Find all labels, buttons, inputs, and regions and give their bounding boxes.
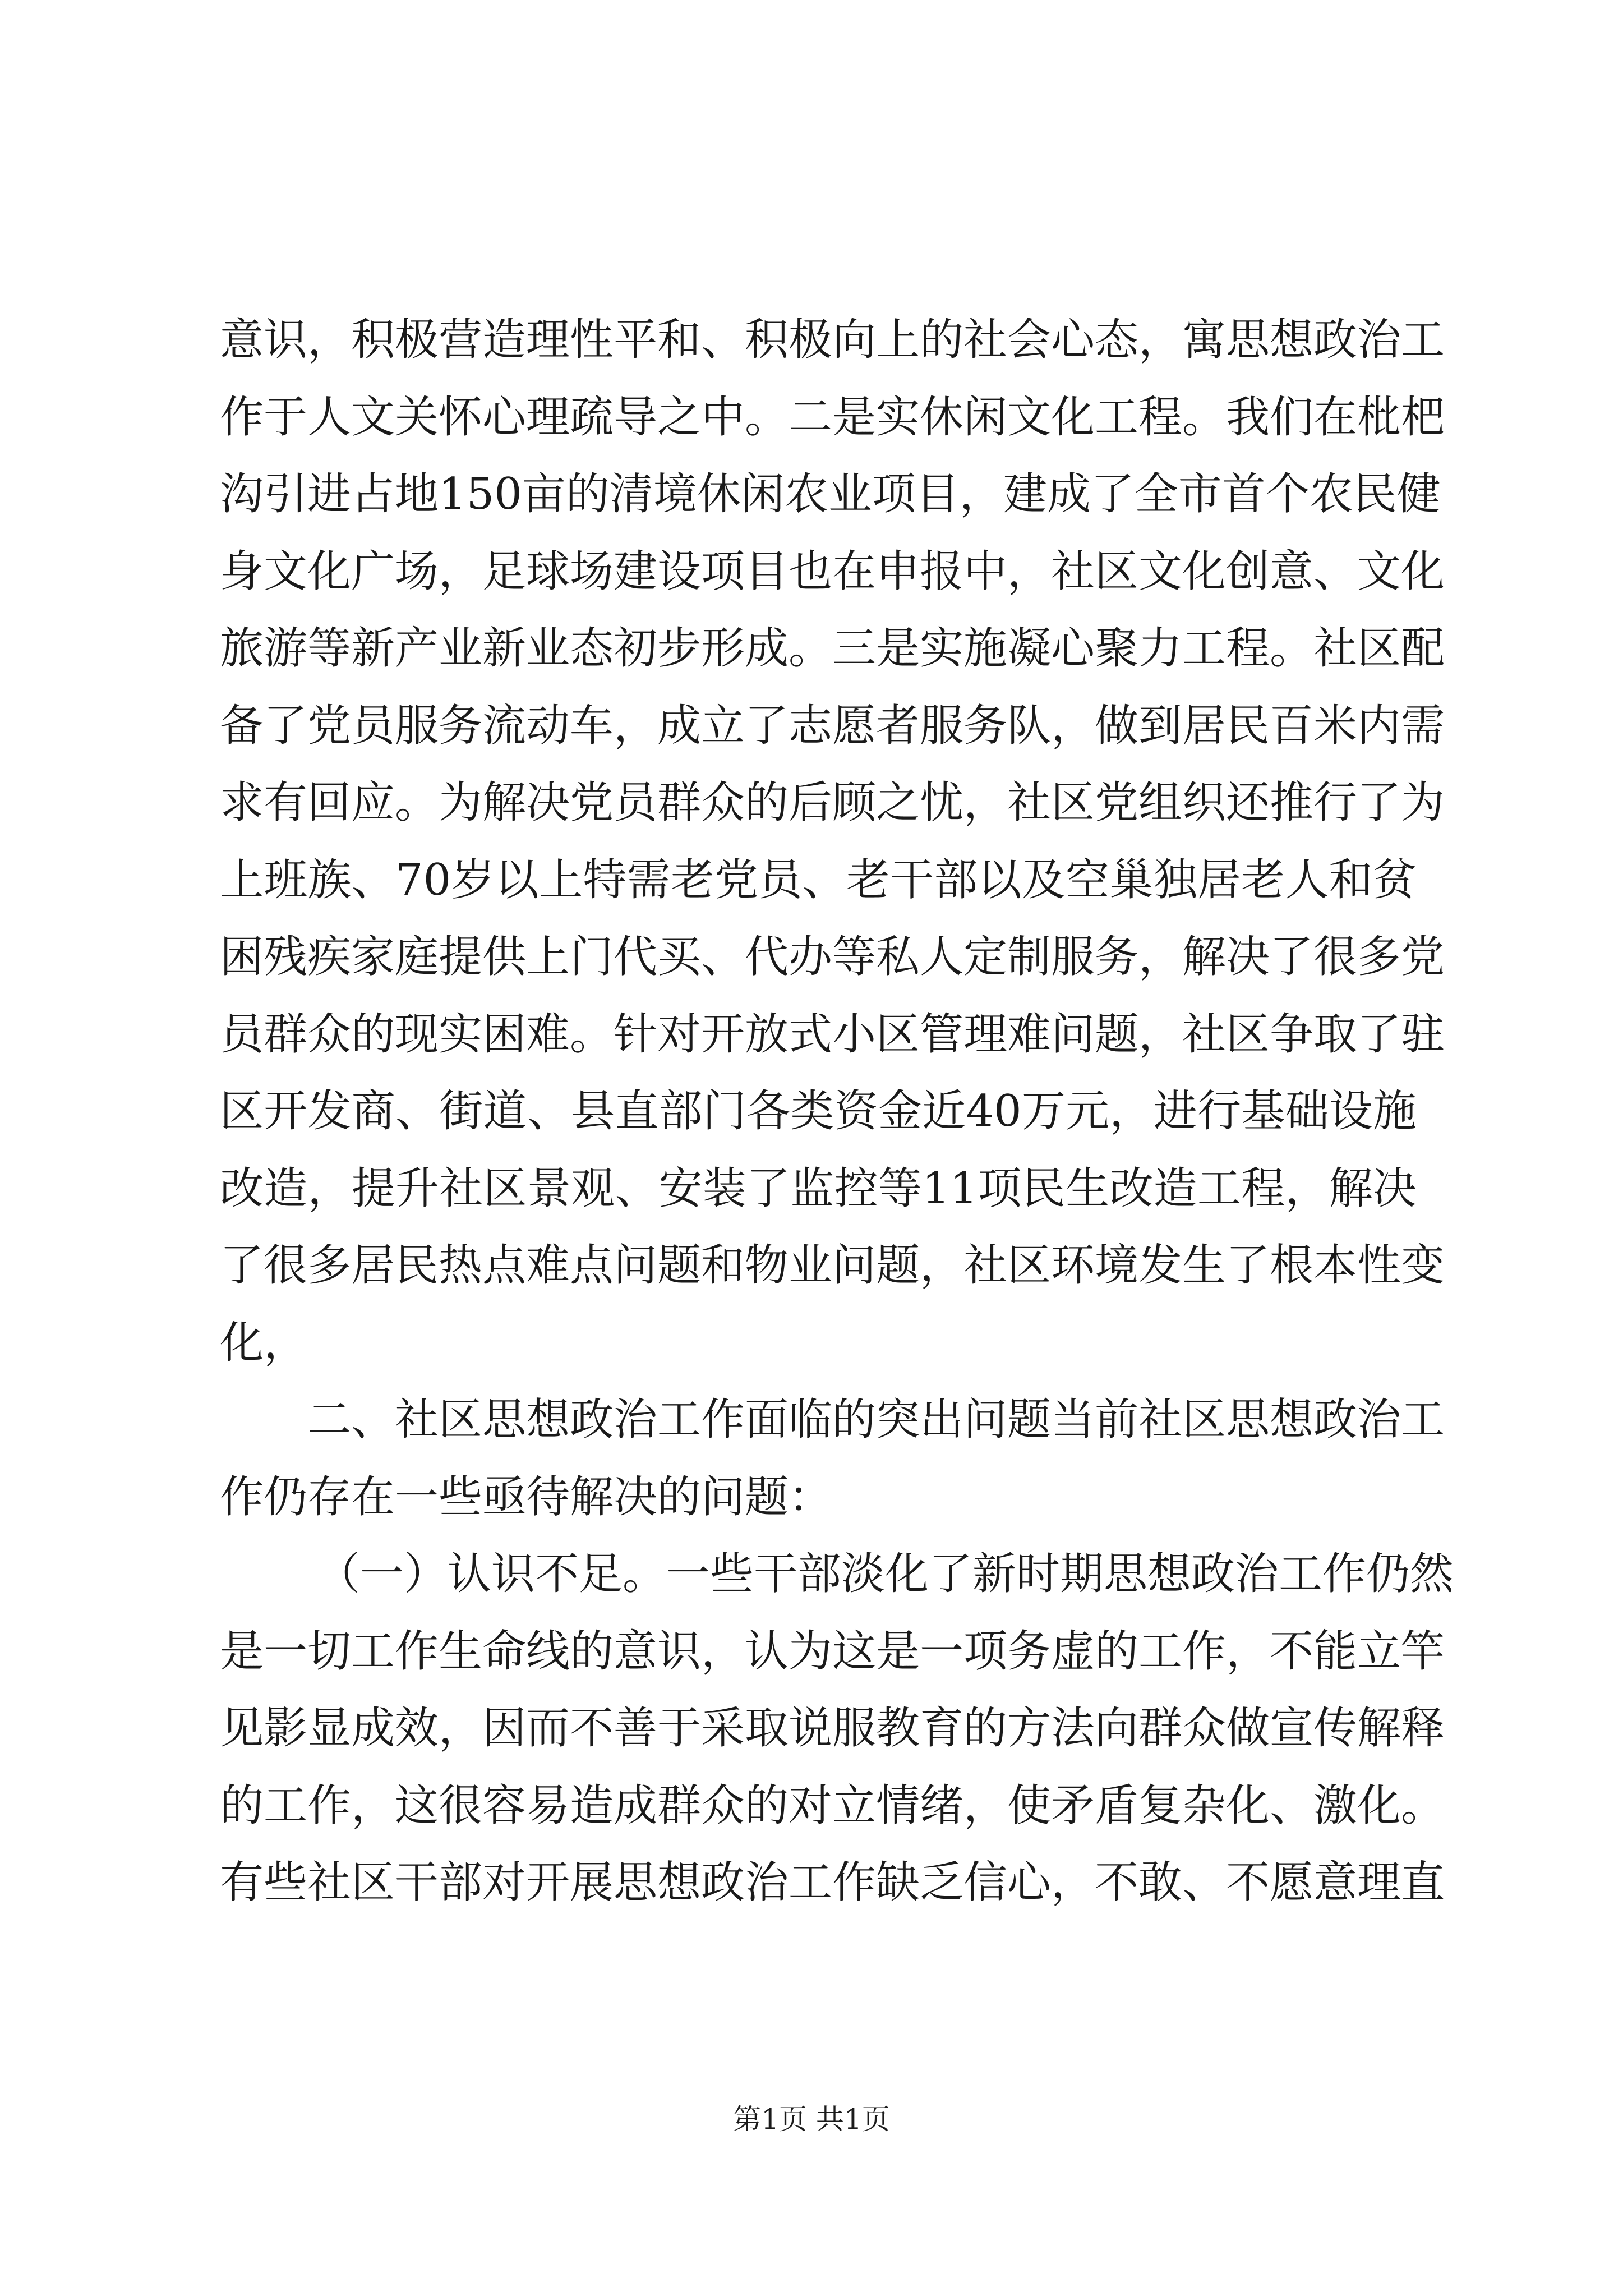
document-body: [220, 302, 1454, 1922]
text-line: 旅游等新产业新业态初步形成。三是实施凝心聚力工程。社区配: [220, 623, 1445, 674]
text-line: 备了党员服务流动车，成立了志愿者服务队，做到居民百米内需: [220, 700, 1445, 751]
text-line: 化，: [220, 1317, 308, 1368]
text-line: 员群众的现实困难。针对开放式小区管理难问题，社区争取了驻: [220, 1009, 1445, 1060]
section-heading-line: 二、社区思想政治工作面临的突出问题当前社区思想政治工: [307, 1395, 1445, 1445]
text-line: 作仍存在一些亟待解决的问题：: [220, 1471, 833, 1522]
text-line: 改造，提升社区景观、安装了监控等11项民生改造工程，解决: [220, 1163, 1417, 1214]
text-line: 意识，积极营造理性平和、积极向上的社会心态，寓思想政治工: [220, 315, 1445, 365]
text-line: 身文化广场，足球场建设项目也在申报中，社区文化创意、文化: [220, 546, 1445, 597]
text-line: 上班族、70岁以上特需老党员、老干部以及空巢独居老人和贫: [220, 854, 1417, 905]
text-line: 区开发商、街道、县直部门各类资金近40万元，进行基础设施: [220, 1086, 1417, 1137]
text-line: 沟引进占地150亩的清境休闲农业项目，建成了全市首个农民健: [220, 469, 1441, 519]
text-line: 见影显成效，因而不善于采取说服教育的方法向群众做宣传解释: [220, 1703, 1445, 1754]
text-line: 是一切工作生命线的意识，认为这是一项务虚的工作，不能立竿: [220, 1626, 1445, 1677]
text-line: 的工作，这很容易造成群众的对立情绪，使矛盾复杂化、激化。: [220, 1780, 1445, 1831]
page-footer: 第1页 共1页: [733, 2103, 890, 2136]
subsection-heading-line: （一）认识不足。一些干部淡化了新时期思想政治工作仍然: [316, 1549, 1454, 1599]
text-line: 了很多居民热点难点问题和物业问题，社区环境发生了根本性变: [220, 1240, 1445, 1291]
text-line: 作于人文关怀心理疏导之中。二是实休闲文化工程。我们在枇杷: [220, 392, 1445, 443]
text-line: 求有回应。为解决党员群众的后顾之忧，社区党组织还推行了为: [220, 777, 1445, 828]
text-line: 困残疾家庭提供上门代买、代办等私人定制服务，解决了很多党: [220, 932, 1445, 982]
text-line: 有些社区干部对开展思想政治工作缺乏信心，不敢、不愿意理直: [220, 1857, 1445, 1908]
